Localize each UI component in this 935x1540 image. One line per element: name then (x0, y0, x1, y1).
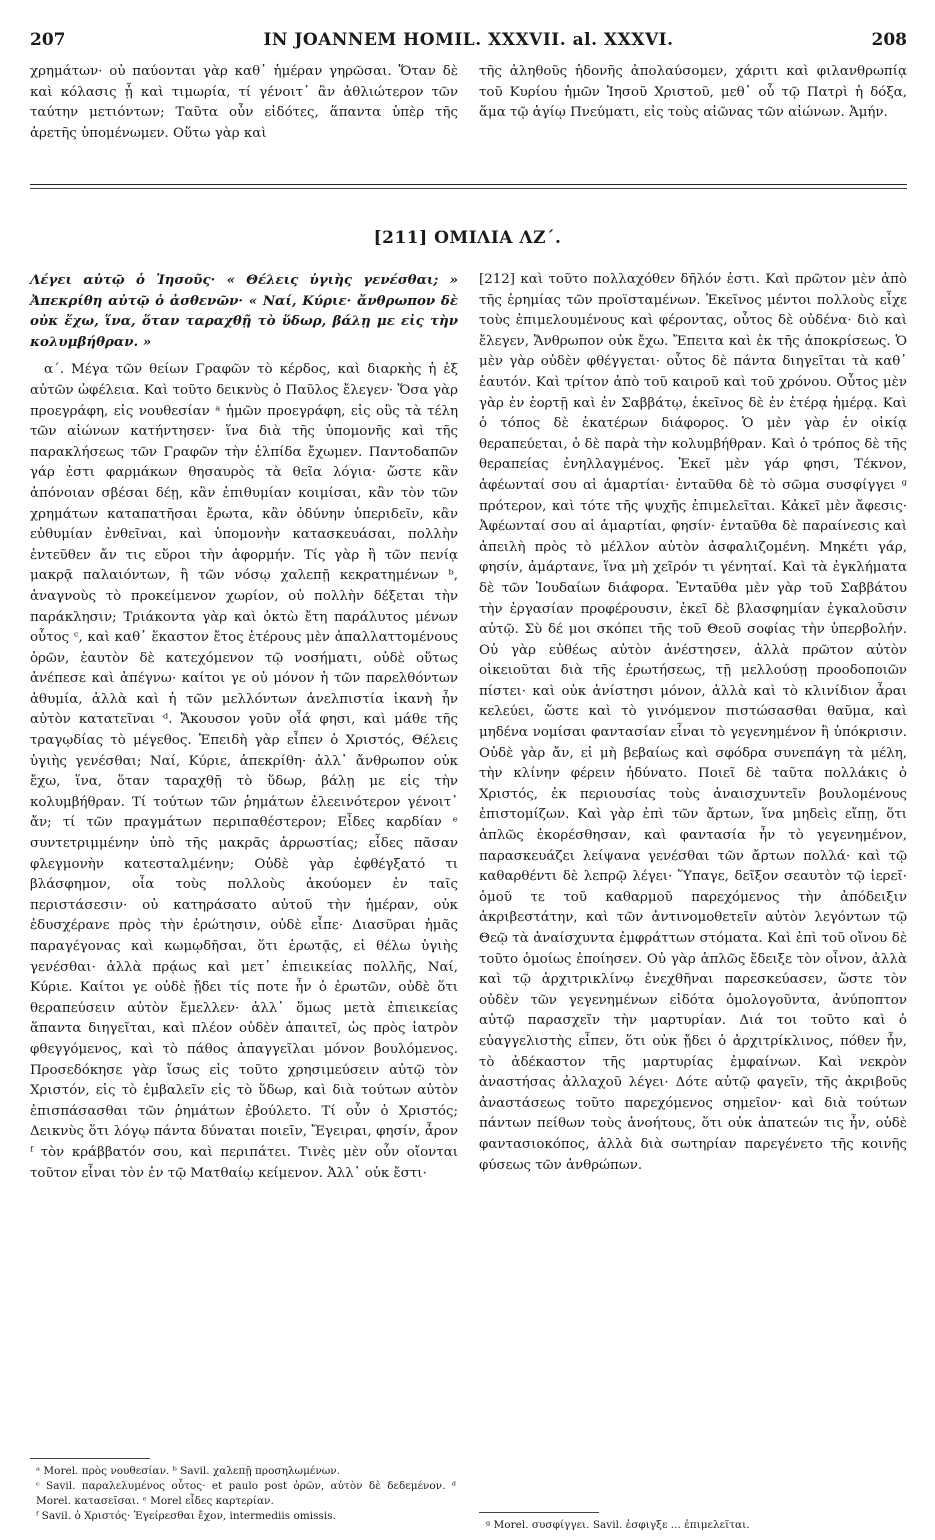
homily-title: [211] ΟΜΙΛΙΑ ΛΖ΄. (373, 228, 562, 248)
footnote: ᶜ Savil. παραλελυμένος οὗτος· et paulo post ὁρῶν, αὐτὸν δὲ δεδεμένον. ᵈ Morel. κατασεῖσαι. ᵉ Morel εἶδες καρτερίαν. (36, 1480, 456, 1507)
section-divider (30, 184, 907, 185)
footnote-rule (479, 1512, 599, 1513)
previous-homily-ending-right (479, 62, 907, 124)
footnotes-right (486, 1518, 906, 1533)
footnote: ᶠ Savil. ὁ Χριστός· Ἐγείρεσθαι ἔχον, intermediis omissis. (36, 1510, 336, 1522)
running-title: IN JOANNEM HOMIL. XXXVII. al. XXXVI. (263, 30, 674, 50)
footnote: ᵍ Morel. συσφίγγει. Savil. ἐσφιγξε ... ἐπιμελεῖται. (486, 1519, 750, 1531)
scripture-lemma: Λέγει αὐτῷ ὁ Ἰησοῦς· « Θέλεις ὑγιὴς γενέσθαι; » Ἀπεκρίθη αὐτῷ ὁ ἀσθενῶν· « Ναί, Κύριε· ἄνθρωπον δὲ οὐκ ἔχω, ἵνα, ὅταν ταραχθῇ τὸ ὕδωρ, βάλῃ με εἰς τὴν κολυμβήθραν. » (30, 272, 458, 350)
previous-homily-ending-left (30, 62, 458, 144)
left-column (30, 270, 458, 1184)
paragraph: α΄. Μέγα τῶν θείων Γραφῶν τὸ κέρδος, καὶ διαρκὴς ἡ ἐξ αὐτῶν ὠφέλεια. Καὶ τοῦτο δεικνὺς ὁ Παῦλος ἔλεγεν· Ὅσα γὰρ προεγράφη, εἰς νουθεσίαν ᵃ ἡμῶν προεγράφη, εἰς οὓς τὰ τέλη τῶν αἰώνων κατήντησεν· ἵνα διὰ τῆς ὑπομονῆς καὶ τῆς παρακλήσεως τῶν Γραφῶν τὴν ἐλπίδα ἔχωμεν. Παντοδαπῶν γάρ ἐστι φαρμάκων θησαυρὸς τὰ θεῖα λόγια· ὥστε κἂν ἀπόνοιαν σβέσαι δέῃ, κἂν ἐπιθυμίαν κοιμίσαι, κἂν τὸν τῶν χρημάτων καταπατῆσαι ἔρωτα, κἂν ὀδύνην ὑπεριδεῖν, κἂν εὐθυμίαν ἐνθεῖναι, καὶ ὑπομονὴν κατασκευάσαι, πολλὴν ἐντεῦθεν ἄν τις εὕροι τὴν ἀφορμήν. Τίς γὰρ ἢ τῶν πενίᾳ μακρᾷ παλαιόντων, ἢ τῶν νόσῳ χαλεπῇ κεκρατημένων ᵇ, ἀναγνοὺς τὸ προκείμενον χωρίον, οὐ πολλὴν δέξεται τὴν παράκλησιν; Τριάκοντα γὰρ καὶ ὀκτὼ ἔτη παράλυτος μένων οὗτος ᶜ, καὶ καθ᾽ ἕκαστον ἔτος ἑτέρους μὲν ἀπαλλαττομένους ὁρῶν, ἑαυτὸν δὲ κατεχόμενον τῷ νοσήματι, οὐδὲ οὕτως ἀνέπεσε καὶ ἀπέγνω· καίτοι γε οὐ μόνον ἡ τῶν παρελθόντων ἀθυμία, ἀλλὰ καὶ ἡ τῶν μελλόντων ἀνελπιστία ἱκανὴ ἦν αὐτὸν κατατεῖναι ᵈ. Ἄκουσον γοῦν οἷά φησι, καὶ μάθε τῆς τραγῳδίας τὸ μέγεθος. Ἐπειδὴ γὰρ εἶπεν ὁ Χριστός, Θέλεις ὑγιὴς γενέσθαι; Ναί, Κύριε, ἀπεκρίθη· ἀλλ᾽ ἄνθρωπον οὐκ ἔχω, ἵνα, ὅταν ταραχθῇ τὸ ὕδωρ, βάλῃ με εἰς τὴν κολυμβήθραν. Τί τούτων τῶν ῥημάτων ἐλεεινότερον γένοιτ᾽ ἄν; τί τῶν πραγμάτων περιπαθέστερον; Εἶδες καρδίαν ᵉ συντετριμμένην ὑπὸ τῆς μακρᾶς ἀρρωστίας; εἶδες πᾶσαν φλεγμονὴν κατεσταλμένην; Οὐδὲ γὰρ ἐφθέγξατό τι βλάσφημον, οἷα τοὺς πολλοὺς ἀκούομεν ἐν ταῖς περιστάσεσιν· οὐ κατηράσατο αὐτοῦ τὴν ἡμέραν, οὐκ ἐδυσχέρανε πρὸς τὴν ἐρώτησιν, οὐδὲ εἶπε· Διασῦραι ἡμᾶς παραγέγονας καὶ κωμῳδῆσαι, ὅτι ἐρωτᾷς, εἰ θέλω ὑγιὴς γενέσθαι· ἀλλὰ πρᾴως καὶ μετ᾽ ἐπιεικείας πολλῆς, Ναί, Κύριε. Καίτοι γε οὐδὲ ᾔδει τίς ποτε ἦν ὁ ἐρωτῶν, οὐδὲ ὅτι θεραπεύσειν αὐτὸν ἔμελλεν· ἀλλ᾽ ὅμως μετὰ ἐπιεικείας ἅπαντα διηγεῖται, καὶ πλέον οὐδὲν ἀπαιτεῖ, ὡς πρὸς ἰατρὸν φθεγγόμενος, καὶ τὸ πάθος ἀπαγγεῖλαι μόνον βουλόμενος. Προσεδόκησε γὰρ ἴσως εἰς τοῦτο χρησιμεύσειν αὐτῷ τὸν Χριστόν, εἰς τὸ ἐμβαλεῖν εἰς τὸ ὕδωρ, καὶ διὰ τούτων αὐτὸν ἐπισπάσασθαι τῶν ῥημάτων ἐβούλετο. Τί οὖν ὁ Χριστός; Δεικνὺς ὅτι λόγῳ πάντα δύναται ποιεῖν, Ἔγειραι, φησίν, ἆρον ᶠ τὸν κράββατόν σου, καὶ περιπάτει. Τινὲς μὲν οὖν οἴονται τοῦτον εἶναι τὸν ἐν τῷ Ματθαίῳ κείμενον. Ἀλλ᾽ οὐκ ἔστι· (30, 362, 458, 1181)
footnote: ᵃ Morel. πρὸς νουθεσίαν. ᵇ Savil. χαλεπῇ προσηλωμένων. (36, 1465, 341, 1477)
text-block: τῆς ἀληθοῦς ἡδονῆς ἀπολαύσομεν, χάριτι καὶ φιλανθρωπίᾳ τοῦ Κυρίου ἡμῶν Ἰησοῦ Χριστοῦ, μεθ᾽ οὗ τῷ Πατρὶ ἡ δόξα, ἅμα τῷ ἁγίῳ Πνεύματι, εἰς τοὺς αἰῶνας τῶν αἰώνων. Ἀμήν. (479, 64, 907, 121)
text-block: χρημάτων· οὐ παύονται γὰρ καθ᾽ ἡμέραν γηρῶσαι. Ὅταν δὲ καὶ κόλασις ᾖ καὶ τιμωρία, τί γένοιτ᾽ ἂν ἀθλιώτερον τῶν ταύτην μετιόντων; Ταῦτα οὖν εἰδότες, ἅπαντα ὑπὲρ τῆς ἀρετῆς ὑπομένωμεν. Οὕτω γὰρ καὶ (30, 64, 458, 141)
footnotes-left (36, 1464, 456, 1524)
page-number-right: 208 (871, 30, 907, 50)
paragraph: [212] καὶ τοῦτο πολλαχόθεν δῆλόν ἐστι. Καὶ πρῶτον μὲν ἀπὸ τῆς ἐρημίας τῶν προϊσταμένων. Ἐκεῖνος μέντοι πολλοὺς εἶχε τοὺς ἐπιμελουμένους καὶ φέροντας, οὗτος δὲ οὐδένα· διὸ καὶ ἔλεγεν, Ἄνθρωπον οὐκ ἔχω. Ἔπειτα καὶ ἐκ τῆς ἀποκρίσεως. Ὁ μὲν γὰρ οὐδὲν φθέγγεται· οὗτος δὲ πάντα διηγεῖται τὰ καθ᾽ ἑαυτόν. Καὶ τρίτον ἀπὸ τοῦ καιροῦ καὶ τοῦ χρόνου. Οὗτος μὲν γὰρ ἐν ἑορτῇ καὶ ἐν Σαββάτῳ, ἐκεῖνος δὲ ἐν ἑτέρᾳ ἡμέρᾳ. Καὶ ὁ τόπος δὲ ἑκατέρων διάφορος. Ὁ μὲν γὰρ ἐν οἰκίᾳ θεραπεύεται, ὁ δὲ παρὰ τὴν κολυμβήθραν. Καὶ ὁ τρόπος δὲ τῆς θεραπείας ἐνηλλαγμένος. Ἐκεῖ μὲν γάρ φησι, Τέκνον, ἀφέωνταί σου αἱ ἁμαρτίαι· ἐνταῦθα δὲ τὸ σῶμα συσφίγγει ᵍ πρότερον, καὶ τότε τῆς ψυχῆς ἐπιμελεῖται. Κἀκεῖ μὲν ἄφεσις· Ἀφέωνταί σου αἱ ἁμαρτίαι, φησίν· ἐνταῦθα δὲ παραίνεσις καὶ ἀπειλὴ πρὸς τὸ μέλλον αὐτὸν ἀσφαλιζομένη. Μηκέτι γάρ, φησίν, ἁμάρτανε, ἵνα μὴ χεῖρόν τι γένηταί. Καὶ τὰ ἐγκλήματα δὲ τῶν Ἰουδαίων διάφορα. Ἐνταῦθα μὲν γὰρ τοῦ Σαββάτου τὴν ἐργασίαν προφέρουσιν, ἐκεῖ δὲ βλασφημίαν ἐγκαλοῦσιν αὐτῷ. Σὺ δέ μοι σκόπει τῆς τοῦ Θεοῦ σοφίας τὴν ὑπερβολήν. Οὐ γὰρ εὐθέως αὐτὸν ἀνέστησεν, ἀλλὰ πρῶτον αὐτὸν οἰκειοῦται διὰ τῆς ἐρωτήσεως, τῇ μελλούσῃ προοδοποιῶν πίστει· καὶ οὐκ ἀνίστησι μόνον, ἀλλὰ καὶ τὸ κλινίδιον ἆραι κελεύει, ὥστε καὶ τὸ γινόμενον πιστώσασθαι θαῦμα, καὶ μηδένα νομίσαι φαντασίαν εἶναι τὸ γεγενημένον ἢ ὑπόκρισιν. Οὐδὲ γὰρ ἄν, εἰ μὴ βεβαίως καὶ σφόδρα συνεπάγη τὰ μέλη, τὴν κλίνην φέρειν ἠδύνατο. Ποιεῖ δὲ ταῦτα πολλάκις ὁ Χριστός, ἐκ περιουσίας τοὺς ἀναισχυντεῖν βουλομένους ἐπιστομίζων. Καὶ γὰρ ἐπὶ τῶν ἄρτων, ἵνα μηδεὶς εἴπῃ, ὅτι ἁπλῶς ἐκορέσθησαν, καὶ φαντασία ἦν τὸ γεγενημένον, παρασκευάζει λείψανα γενέσθαι τῶν ἄρτων πολλά· καὶ τῷ καθαρθέντι δὲ λεπρῷ λέγει· Ὕπαγε, δεῖξον σεαυτὸν τῷ ἱερεῖ· ὁμοῦ τε τοῦ καθαρμοῦ παρεχόμενος τὴν ἀπόδειξιν ἀκριβεστάτην, καὶ τῶν ἀντινομοθετεῖν αὐτὸν λεγόντων τῷ Θεῷ τὰ ἀναίσχυντα ἐμφράττων στόματα. Καὶ ἐπὶ τοῦ οἴνου δὲ τοῦτο ὁμοίως ἐποίησεν. Οὐ γὰρ ἁπλῶς ἔδειξε τὸν οἶνον, ἀλλὰ καὶ τῷ ἀρχιτρικλίνῳ ἐνεχθῆναι παρεσκεύασεν, ὥστε τὸν οὐδὲν τῶν γεγενημένων εἰδότα ὁμολογοῦντα, ἀνύποπτον αὐτῷ παρασχεῖν τὴν μαρτυρίαν. Διά τοι τοῦτο καὶ ὁ εὐαγγελιστὴς εἶπεν, ὅτι οὐκ ᾔδει ὁ ἀρχιτρίκλινος, πόθεν ἦν, τὸ ἀδέκαστον τῆς μαρτυρίας ἐμφαίνων. Καὶ νεκρὸν ἀναστήσας ἀλλαχοῦ λέγει· Δότε αὐτῷ φαγεῖν, τῆς ἀκριβοῦς ἀναστάσεως τοῦτο παρεχόμενος σημεῖον· καὶ διὰ τούτων πάντων πείθων τοὺς ἀνοήτους, ὅτι οὐκ ἀπατεών τις ἦν, οὐδὲ φαντασιοκόπος, ἀλλὰ διὰ σωτηρίαν παρεγένετο τῆς κοινῆς φύσεως τῶν ἀνθρώπων. (479, 272, 907, 1173)
running-head (30, 30, 907, 56)
right-column (479, 270, 907, 1176)
footnote-rule (30, 1458, 150, 1459)
page-number-left: 207 (30, 30, 66, 50)
section-divider-thin (30, 188, 907, 189)
